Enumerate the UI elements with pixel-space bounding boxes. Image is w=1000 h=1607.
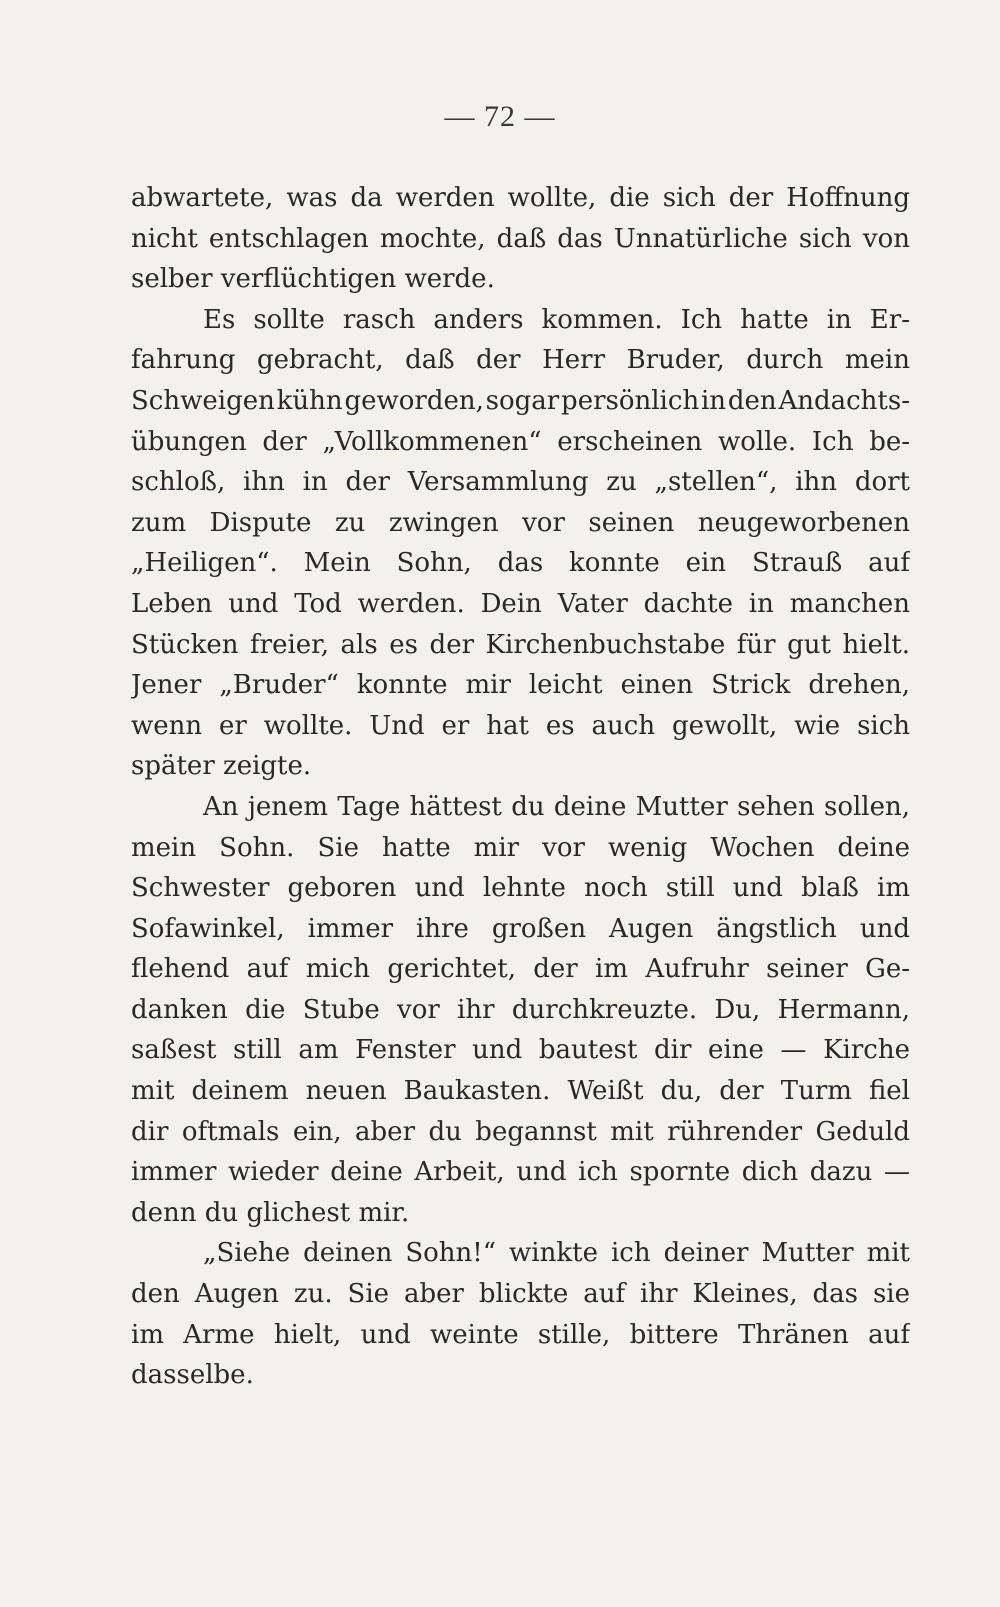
text-line: nicht entschlagen mochte, daß das Unnatürliche sich von	[131, 223, 910, 254]
text-line: selber verflüchtigen werde.	[131, 264, 495, 295]
text-line: später zeigte.	[131, 751, 312, 782]
text-line: Es sollte rasch anders kommen. Ich hatte in Er-	[203, 304, 910, 335]
body-text	[131, 178, 910, 1396]
text-line: Sofawinkel, immer ihre großen Augen ängstlich und	[131, 913, 910, 944]
text-line: dasselbe.	[131, 1360, 254, 1391]
text-line: denn du glichest mir.	[131, 1197, 410, 1228]
text-line: flehend auf mich gerichtet, der im Aufruhr seiner Ge-	[131, 954, 910, 985]
text-line: An jenem Tage hättest du deine Mutter sehen sollen,	[203, 791, 910, 822]
text-line: Schwester geboren und lehnte noch still und blaß im	[131, 873, 910, 904]
text-line: mein Sohn. Sie hatte mir vor wenig Wochen deine	[131, 832, 910, 863]
text-line: wenn er wollte. Und er hat es auch gewollt, wie sich	[131, 710, 910, 741]
text-line: immer wieder deine Arbeit, und ich spornte dich dazu —	[131, 1157, 910, 1188]
text-line: abwartete, was da werden wollte, die sich der Hoffnung	[131, 183, 910, 213]
text-line: Stücken freier, als es der Kirchenbuchstabe für gut hielt.	[131, 629, 910, 660]
text-line: schloß, ihn in der Versammlung zu „stellen“, ihn dort	[131, 467, 910, 498]
paragraph-3	[131, 787, 910, 1234]
text-line: Schweigen kühn geworden, sogar persönlich in den Andachts-	[131, 385, 910, 416]
text-line: Jener „Bruder“ konnte mir leicht einen Strick drehen,	[131, 670, 910, 701]
text-line: dir oftmals ein, aber du begannst mit rührender Geduld	[131, 1116, 910, 1147]
text-line: im Arme hielt, und weinte stille, bittere Thränen auf	[131, 1319, 910, 1350]
text-line: fahrung gebracht, daß der Herr Bruder, durch mein	[131, 345, 910, 376]
paragraph-2	[131, 300, 910, 787]
text-line: mit deinem neuen Baukasten. Weißt du, der Turm fiel	[131, 1076, 910, 1107]
paragraph-1	[131, 178, 910, 300]
text-line: „Heiligen“. Mein Sohn, das konnte ein Strauß auf	[131, 548, 910, 579]
text-line: saßest still am Fenster und bautest dir eine — Kirche	[131, 1035, 910, 1066]
text-line: übungen der „Vollkommenen“ erscheinen wolle. Ich be-	[131, 426, 910, 457]
text-line: Leben und Tod werden. Dein Vater dachte in manchen	[131, 588, 910, 619]
text-line: den Augen zu. Sie aber blickte auf ihr Kleines, das sie	[131, 1279, 910, 1310]
paragraph-4	[131, 1233, 910, 1395]
text-line: danken die Stube vor ihr durchkreuzte. Du, Hermann,	[131, 994, 910, 1025]
text-line: „Siehe deinen Sohn!“ winkte ich deiner Mutter mit	[203, 1238, 910, 1269]
text-line: zum Dispute zu zwingen vor seinen neugeworbenen	[131, 507, 910, 538]
page-number: — 72 —	[444, 100, 556, 133]
